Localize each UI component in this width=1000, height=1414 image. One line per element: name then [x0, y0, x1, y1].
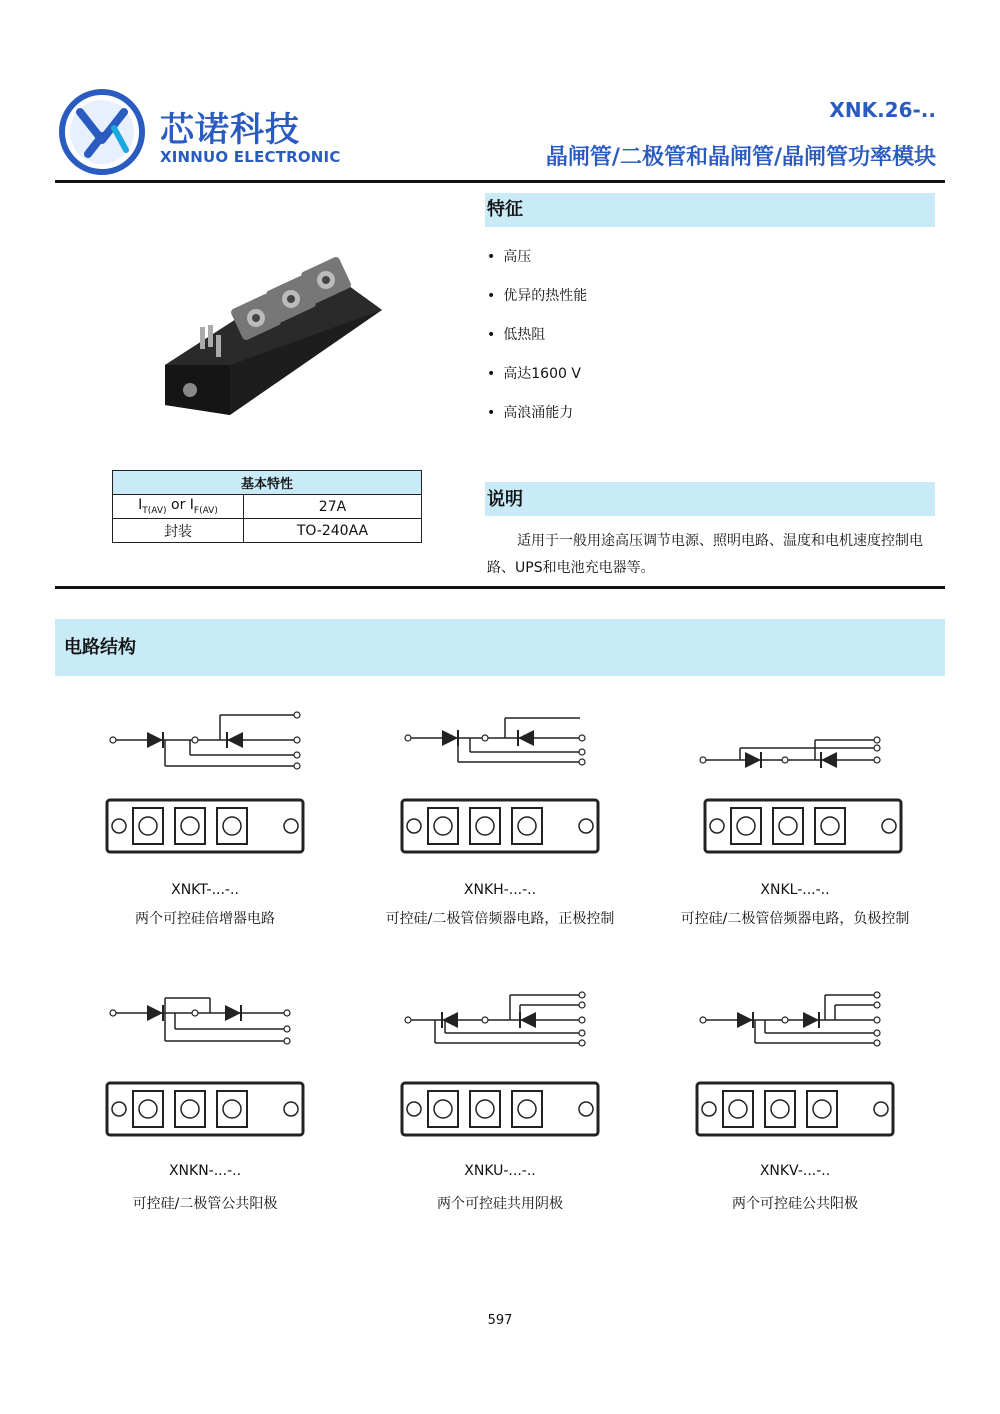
product-title: 晶闸管/二极管和晶闸管/晶闸管功率模块 — [545, 145, 936, 170]
circuit-diagram-icon — [55, 700, 355, 860]
circuit-variant-xnkl — [645, 700, 945, 960]
variant-description: 两个可控硅共用阴极 — [437, 1196, 563, 1212]
circuit-diagram-icon — [645, 983, 945, 1143]
variant-description: 可控硅/二极管倍频器电路，正极控制 — [385, 911, 615, 927]
circuit-diagram-icon — [645, 700, 945, 860]
variant-model: XNKN-...-.. — [168, 1163, 242, 1179]
variant-model: XNKV-...-.. — [759, 1163, 831, 1179]
spec-label-package: 封装 — [113, 519, 244, 543]
list-item: • 低热阻 — [487, 324, 587, 363]
brand-name-en: XINNUO ELECTRONIC — [160, 148, 341, 166]
spec-table — [112, 470, 422, 543]
company-logo — [58, 88, 146, 176]
circuit-variant-xnkh — [350, 700, 650, 960]
circuit-variant-xnku — [350, 983, 650, 1243]
variant-description: 可控硅/二极管倍频器电路，负极控制 — [680, 911, 910, 927]
table-row — [113, 495, 422, 519]
page-number: 597 — [487, 1313, 513, 1328]
circuit-variant-xnkt — [55, 700, 355, 960]
variant-description: 两个可控硅倍增器电路 — [135, 911, 275, 927]
circuit-diagram-icon — [55, 983, 355, 1143]
table-row — [113, 519, 422, 543]
list-item: • 优异的热性能 — [487, 285, 587, 324]
list-item: • 高达1600 V — [487, 363, 587, 402]
features-list — [487, 246, 587, 441]
brand-name-cn: 芯诺科技 — [160, 110, 300, 150]
features-heading: 特征 — [485, 193, 935, 227]
spec-label-current: $I_{T(AV)}$ or $I_{F(AV)}$ — [113, 495, 244, 519]
list-item: • 高浪涌能力 — [487, 402, 587, 441]
spec-value-current: 27A — [244, 495, 422, 519]
description-heading: 说明 — [485, 482, 935, 516]
spec-value-package: TO-240AA — [244, 519, 422, 543]
section-divider — [55, 586, 945, 589]
variant-model: XNKT-...-.. — [171, 882, 239, 898]
product-photo — [160, 255, 385, 430]
circuit-heading: 电路结构 — [55, 619, 945, 676]
circuit-variant-xnkv — [645, 983, 945, 1243]
variant-model: XNKU-...-.. — [464, 1163, 536, 1179]
description-text: 适用于一般用途高压调节电源、照明电路、温度和电机速度控制电路、UPS和电池充电器等。 — [487, 533, 923, 576]
header-divider — [55, 180, 945, 183]
variant-description: 可控硅/二极管公共阳极 — [132, 1196, 278, 1212]
spec-table-title: 基本特性 — [113, 471, 422, 495]
circuit-variant-xnkn — [55, 983, 355, 1243]
circuit-diagram-icon — [350, 983, 650, 1143]
variant-model: XNKL-...-.. — [760, 882, 830, 898]
variant-description: 两个可控硅公共阳极 — [732, 1196, 858, 1212]
variant-model: XNKH-...-.. — [463, 882, 537, 898]
circuit-diagram-icon — [350, 700, 650, 860]
list-item: • 高压 — [487, 246, 587, 285]
model-code: XNK.26-.. — [829, 98, 936, 122]
